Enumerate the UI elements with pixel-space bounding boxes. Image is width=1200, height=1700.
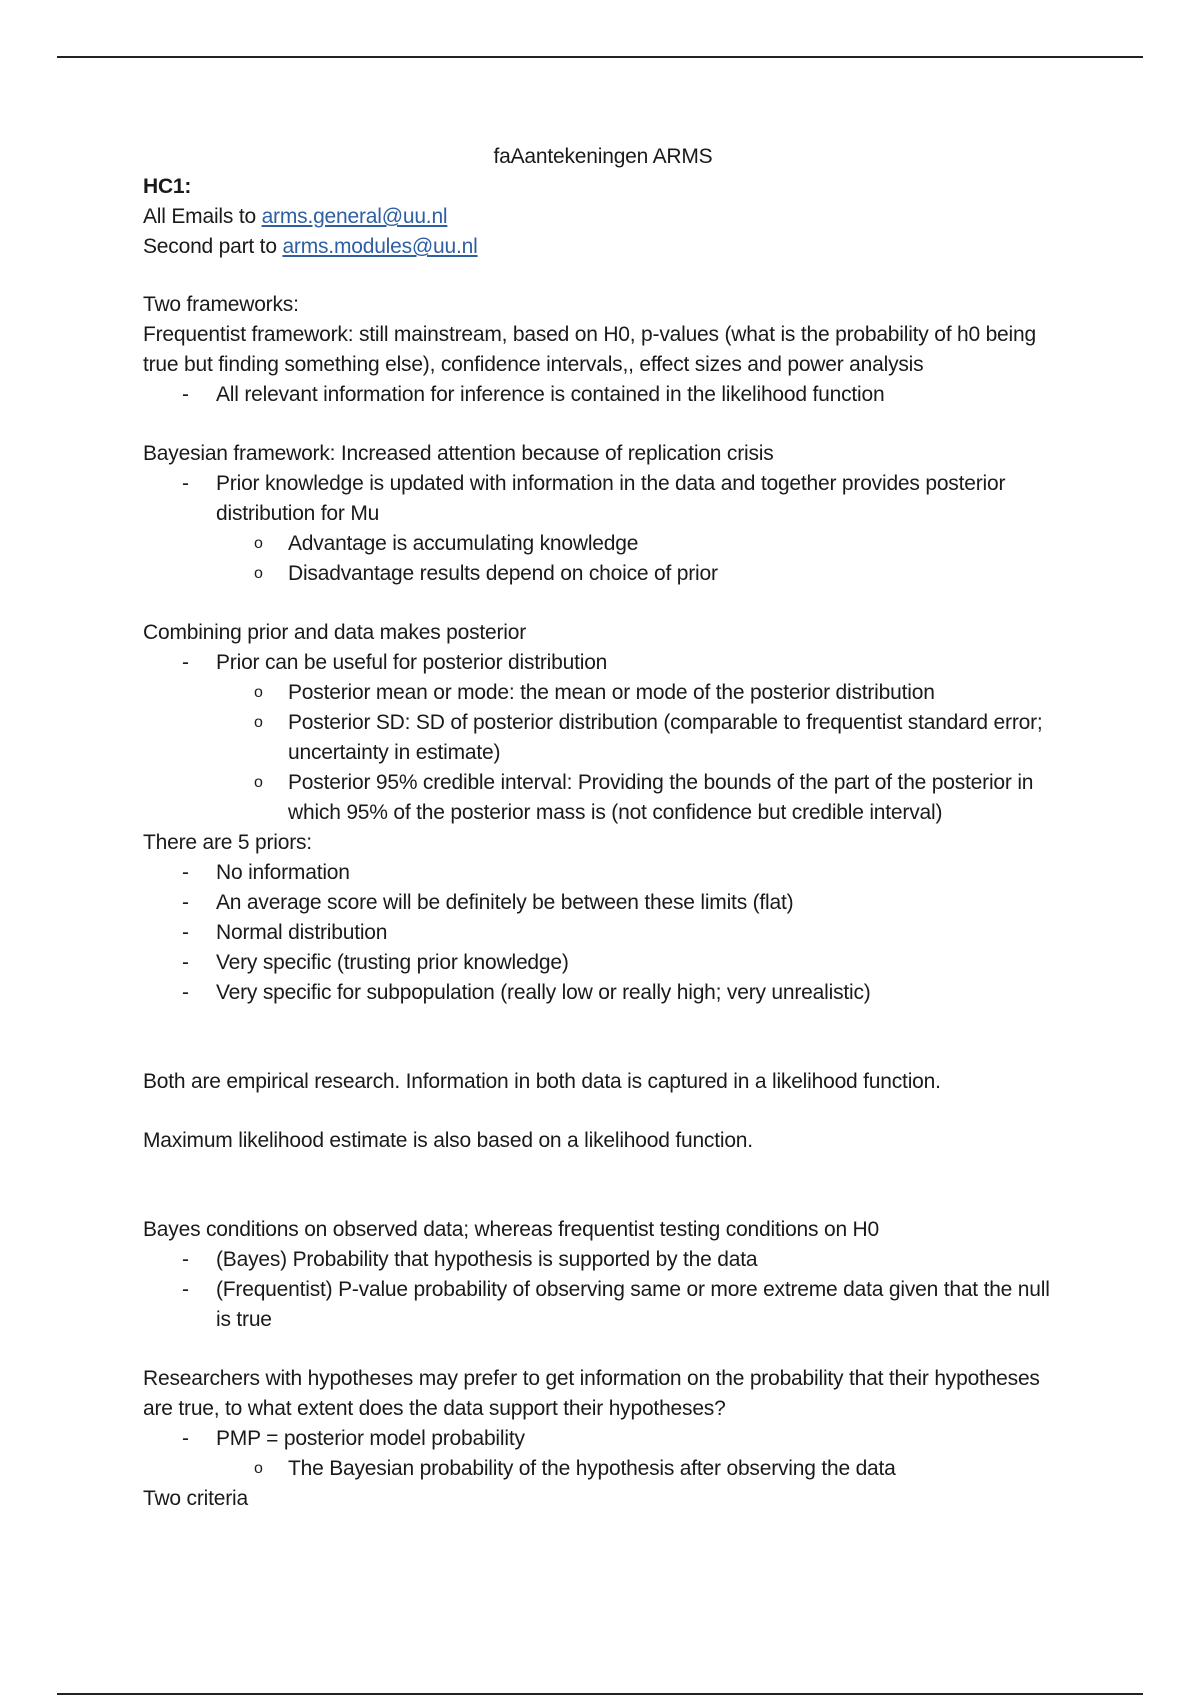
- paragraph: Combining prior and data makes posterior: [143, 621, 527, 644]
- circle-marker: o: [254, 684, 263, 701]
- list-item-text: Posterior 95% credible interval: Providing the bounds of the part of the posterior in which 95% of the posterior mass is (not confidence but credible interval): [288, 771, 1034, 824]
- email-link-general[interactable]: arms.general@uu.nl: [261, 205, 448, 228]
- page-top-rule: [57, 56, 1143, 58]
- paragraph: Bayes conditions on observed data; whereas frequentist testing conditions on H0: [143, 1218, 879, 1241]
- sub-list-item: [143, 768, 1063, 828]
- list-item: [143, 888, 1063, 918]
- list-item: [143, 978, 1063, 1008]
- list-item-text: (Bayes) Probability that hypothesis is supported by the data: [216, 1248, 758, 1271]
- list-item: [143, 1275, 1063, 1335]
- paragraph: Maximum likelihood estimate is also based on a likelihood function.: [143, 1129, 753, 1152]
- dash-marker: -: [182, 891, 189, 914]
- paragraph: Bayesian framework: Increased attention because of replication crisis: [143, 442, 774, 465]
- circle-marker: o: [254, 774, 263, 791]
- email-line-label: Second part to: [143, 235, 283, 258]
- paragraph: There are 5 priors:: [143, 831, 312, 854]
- dash-marker: -: [182, 921, 189, 944]
- list-item: [143, 1424, 1063, 1454]
- list-item-text: Prior can be useful for posterior distribution: [216, 651, 608, 674]
- dash-marker: -: [182, 651, 189, 674]
- dash-marker: -: [182, 383, 189, 406]
- email-line: [143, 232, 1063, 262]
- document-title: faAantekeningen ARMS: [493, 145, 713, 168]
- circle-marker: o: [254, 714, 263, 731]
- list-item-text: No information: [216, 861, 350, 884]
- sub-list-item: [143, 1454, 1063, 1484]
- paragraph: Researchers with hypotheses may prefer to get information on the probability that their hypotheses are true, to what extent does the data support their hypotheses?: [143, 1367, 1040, 1420]
- list-item-text: Advantage is accumulating knowledge: [288, 532, 639, 555]
- dash-marker: -: [182, 1278, 189, 1301]
- list-item: [143, 380, 1063, 410]
- paragraph: Two frameworks:: [143, 293, 299, 316]
- list-item-text: Very specific for subpopulation (really low or really high; very unrealistic): [216, 981, 871, 1004]
- dash-marker: -: [182, 1427, 189, 1450]
- dash-marker: -: [182, 861, 189, 884]
- sub-list-item: [143, 678, 1063, 708]
- list-item: [143, 1245, 1063, 1275]
- list-item-text: Prior knowledge is updated with information in the data and together provides posterior distribution for Mu: [216, 472, 1006, 525]
- dash-marker: -: [182, 981, 189, 1004]
- page-bottom-rule: [57, 1693, 1143, 1695]
- email-line: [143, 202, 1063, 232]
- list-item: [143, 918, 1063, 948]
- list-item: [143, 948, 1063, 978]
- list-item-text: Very specific (trusting prior knowledge): [216, 951, 569, 974]
- paragraph: Two criteria: [143, 1487, 248, 1510]
- sub-list-item: [143, 708, 1063, 768]
- list-item: [143, 469, 1063, 529]
- list-item-text: Posterior mean or mode: the mean or mode of the posterior distribution: [288, 681, 935, 704]
- section-heading: HC1:: [143, 175, 192, 198]
- list-item-text: An average score will be definitely be between these limits (flat): [216, 891, 794, 914]
- document-page: [143, 142, 1063, 1514]
- list-item: [143, 858, 1063, 888]
- dash-marker: -: [182, 951, 189, 974]
- sub-list-item: [143, 559, 1063, 589]
- circle-marker: o: [254, 565, 263, 582]
- list-item-text: Normal distribution: [216, 921, 388, 944]
- circle-marker: o: [254, 1460, 263, 1477]
- list-item-text: The Bayesian probability of the hypothesis after observing the data: [288, 1457, 896, 1480]
- list-item-text: (Frequentist) P-value probability of observing same or more extreme data given that the null is true: [216, 1278, 1050, 1331]
- list-item-text: Posterior SD: SD of posterior distribution (comparable to frequentist standard error; uncertainty in estimate): [288, 711, 1043, 764]
- paragraph: Frequentist framework: still mainstream, based on H0, p-values (what is the probability of h0 being true but finding something else), confidence intervals,, effect sizes and power analysis: [143, 323, 1036, 376]
- list-item-text: PMP = posterior model probability: [216, 1427, 525, 1450]
- dash-marker: -: [182, 1248, 189, 1271]
- list-item: [143, 648, 1063, 678]
- sub-list-item: [143, 529, 1063, 559]
- email-line-label: All Emails to: [143, 205, 262, 228]
- list-item-text: All relevant information for inference is contained in the likelihood function: [216, 383, 885, 406]
- circle-marker: o: [254, 535, 263, 552]
- email-link-modules[interactable]: arms.modules@uu.nl: [282, 235, 478, 258]
- list-item-text: Disadvantage results depend on choice of prior: [288, 562, 718, 585]
- dash-marker: -: [182, 472, 189, 495]
- paragraph: Both are empirical research. Information in both data is captured in a likelihood function.: [143, 1070, 941, 1093]
